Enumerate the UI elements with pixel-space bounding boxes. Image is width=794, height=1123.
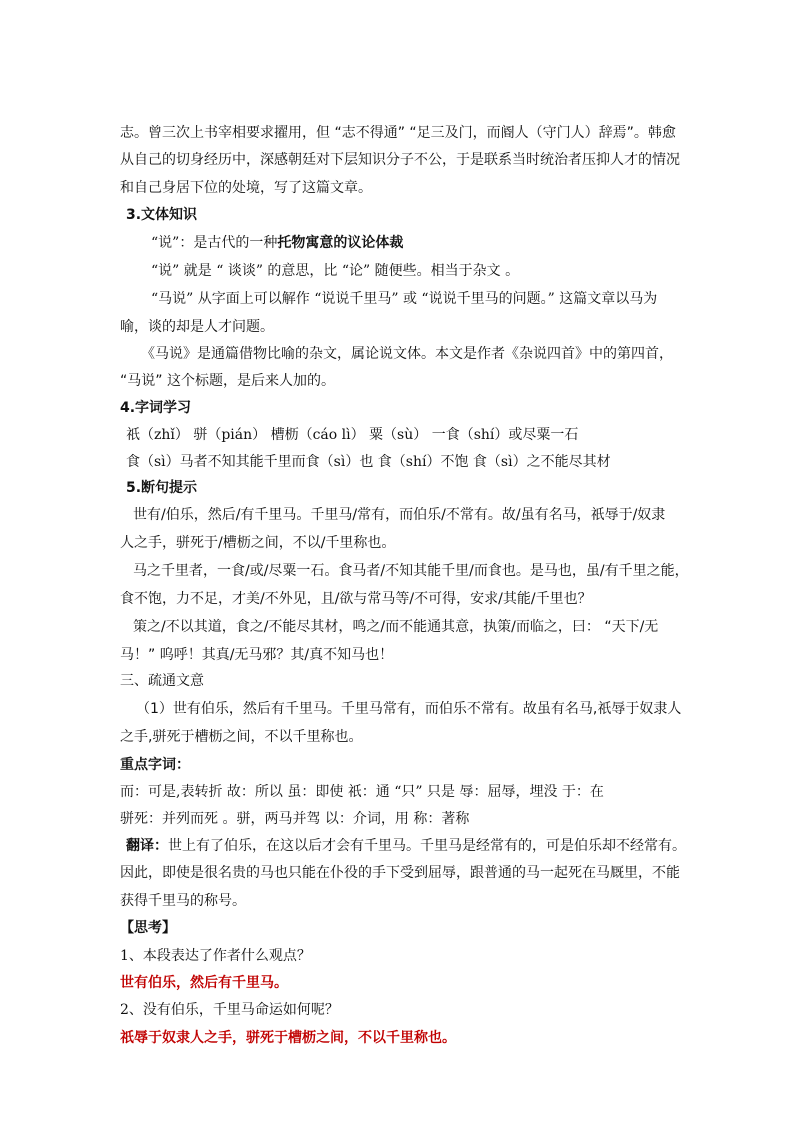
punct-para-2-line-2: 食不饱，力不足，才美/不外见，且/欲与常马等/不可得，安求/其能/千里也？	[120, 591, 592, 607]
keywords-line-2: 骈死：并列而死 。骈，两马并驾 以：介词，用 称：著称	[120, 811, 470, 827]
definition-bold-text: 托物寓意的议论体裁	[277, 235, 404, 251]
keywords-heading: 重点字词：	[120, 757, 190, 773]
translation-text: 世上有了伯乐，在这以后才会有千里马。千里马是经常有的，可是伯乐却不经常有。	[168, 838, 686, 854]
translation-label: 翻译：	[126, 838, 168, 854]
keywords-line-1: 而：可是,表转折 故：所以 虽：即使 祇：通 “只” 只是 辱：屈辱，埋没 于：在	[120, 784, 604, 800]
section-5-heading: 5.断句提示	[126, 480, 198, 496]
answer-2: 祇辱于奴隶人之手，骈死于槽枥之间，不以千里称也。	[120, 1030, 456, 1046]
punct-para-3-line-2: 马！” 呜呼！其真/无马邪？其/真不知马也！	[120, 647, 394, 663]
intro-line-2: 从自己的切身经历中，深感朝廷对下层知识分子不公，于是联系当时统治者压抑人才的情况	[120, 152, 680, 168]
vocab-line-2: 食（sì）马者不知其能千里而食（sì）也 食（shí）不饱 食（sì）之不能尽其材	[126, 454, 611, 470]
section-3-heading: 3.文体知识	[126, 207, 198, 223]
answer-1: 世有伯乐，然后有千里马。	[120, 975, 288, 991]
intro-line-3: 和自己身居下位的处境，写了这篇文章。	[120, 180, 372, 196]
intro-line-1: 志。曾三次上书宰相要求擢用，但 “志不得通” “足三及门，而阍人（守门人）辞焉”。韩愈	[120, 125, 676, 141]
punct-para-3-line-1: 策之/不以其道，食之/不能尽其材，鸣之/而不能通其意，执策/而临之，曰： “天下/无	[133, 619, 659, 635]
section-3-para-3-line-2: 喻，谈的却是人才问题。	[120, 319, 274, 335]
section-3-para-2: “说” 就是 “ 谈谈” 的意思，比 “论” 随便些。相当于杂文 。	[151, 263, 520, 279]
passage-1-line-1: （1）世有伯乐，然后有千里马。千里马常有，而伯乐不常有。故虽有名马,祇辱于奴隶人	[136, 701, 682, 717]
question-1: 1、本段表达了作者什么观点？	[120, 948, 311, 964]
section-3-para-3-line-1: “马说” 从字面上可以解作 “说说千里马” 或 “说说千里马的问题。” 这篇文章以马为	[151, 291, 658, 307]
passage-1-line-2: 之手,骈死于槽枥之间，不以千里称也。	[120, 729, 363, 745]
definition-text: “说”：是古代的一种	[151, 235, 278, 251]
vocab-line-1: 祇（zhǐ） 骈（pián） 槽枥（cáo lì） 粟（sù） 一食（shí）或尽粟一石	[126, 427, 579, 443]
translation-line-2: 因此，即使是很名贵的马也只能在仆役的手下受到屈辱，跟普通的马一起死在马厩里，不能	[120, 865, 680, 881]
question-2: 2、没有伯乐，千里马命运如何呢？	[120, 1002, 339, 1018]
section-4-heading: 4.字词学习	[120, 400, 192, 416]
section-3-para-4-line-1: 《马说》是通篇借物比喻的杂文，属论说文体。本文是作者《杂说四首》中的第四首，	[141, 346, 673, 362]
section-3-para-4-line-2: “马说” 这个标题，是后来人加的。	[120, 373, 335, 389]
punct-para-1-line-1: 世有/伯乐，然后/有千里马。千里马/常有，而伯乐/不常有。故/虽有名马，祇辱于/奴隶	[133, 507, 666, 523]
think-heading: 【思考】	[120, 920, 176, 936]
translation-line-1	[126, 836, 686, 856]
punct-para-2-line-1: 马之千里者，一食/或/尽粟一石。食马者/不知其能千里/而食也。是马也，虽/有千里之能，	[133, 563, 689, 579]
translation-line-3: 获得千里马的称号。	[120, 893, 246, 909]
section-three-heading: 三、疏通文意	[120, 673, 204, 689]
punct-para-1-line-2: 人之手，骈死于/槽枥之间，不以/千里称也。	[120, 535, 396, 551]
section-3-definition	[151, 233, 403, 253]
